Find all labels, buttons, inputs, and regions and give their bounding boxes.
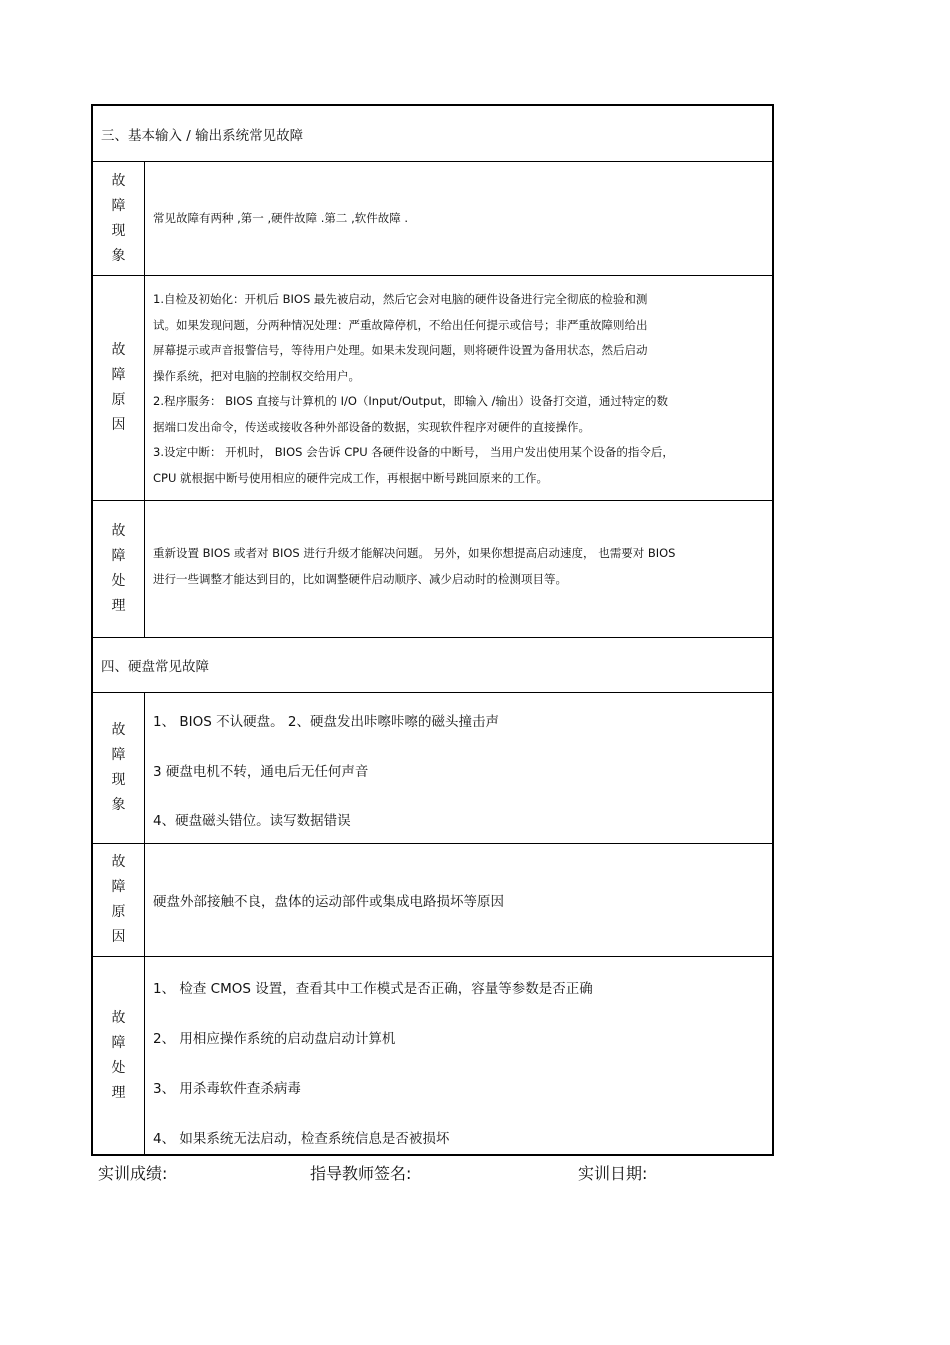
s4-fix-row xyxy=(93,957,772,1154)
s3-cause-row xyxy=(93,276,772,501)
label-char: 故 xyxy=(111,523,126,539)
s4-fix-label xyxy=(93,957,145,1154)
s4-symptom-label xyxy=(93,693,145,843)
label-char: 障 xyxy=(111,548,126,564)
text-line: 进行一些调整才能达到目的，比如调整硬件启动顺序、减少启动时的检测项目等。 xyxy=(153,571,567,586)
label-char: 理 xyxy=(111,598,126,614)
label-char: 现 xyxy=(111,222,126,239)
s4-symptom-content xyxy=(146,693,772,843)
section-4-title xyxy=(93,638,772,693)
label-char: 障 xyxy=(111,879,126,895)
fault-table xyxy=(91,104,774,1156)
label-char: 原 xyxy=(111,904,126,920)
text-line: 3 硬盘电机不转，通电后无任何声音 xyxy=(153,764,369,780)
label-char: 故 xyxy=(111,854,126,870)
s4-cause-row xyxy=(93,844,772,957)
s3-fix-row xyxy=(93,501,772,638)
label-char: 理 xyxy=(111,1084,126,1101)
label-char: 障 xyxy=(111,1034,126,1051)
label-char: 象 xyxy=(111,247,126,264)
text-line: 屏幕提示或声音报警信号，等待用户处理。如果未发现问题，则将硬件设置为备用状态，然后启动 xyxy=(153,343,648,357)
text-line: 据端口发出命令，传送或接收各种外部设备的数据，实现软件程序对硬件的直接操作。 xyxy=(153,419,590,434)
label-char: 故 xyxy=(111,1009,126,1026)
text-line: 2.程序服务： BIOS 直接与计算机的 I/O（Input/Output，即输入 /输出）设备打交道，通过特定的数 xyxy=(153,394,669,408)
label-char: 故 xyxy=(111,172,126,189)
s4-cause-label xyxy=(93,844,145,956)
s3-symptom-row xyxy=(93,162,772,276)
text-line: 1、 检查 CMOS 设置，查看其中工作模式是否正确，容量等参数是否正确 xyxy=(153,981,593,997)
label-char: 现 xyxy=(111,772,126,788)
s3-symptom-content xyxy=(146,162,772,275)
label-char: 因 xyxy=(111,929,126,945)
text-line: 常见故障有两种 ,第一 ,硬件故障 .第二 ,软件故障 . xyxy=(153,210,409,225)
text-line: 2、 用相应操作系统的启动盘启动计算机 xyxy=(153,1031,396,1047)
date-label: 实训日期: xyxy=(578,1164,648,1183)
s3-fix-label xyxy=(93,501,145,637)
label-char: 处 xyxy=(111,1059,126,1076)
s3-cause-label xyxy=(93,276,145,500)
text-line: 1、 BIOS 不认硬盘。 2、硬盘发出咔嚓咔嚓的磁头撞击声 xyxy=(153,714,499,730)
label-char: 处 xyxy=(111,573,126,589)
text-line: 1.自检及初始化：开机后 BIOS 最先被启动，然后它会对电脑的硬件设备进行完全彻底的检验和测 xyxy=(153,292,648,306)
text-line: 4、 如果系统无法启动，检查系统信息是否被损坏 xyxy=(153,1131,450,1147)
text-line: 4、硬盘磁头错位。读写数据错误 xyxy=(153,813,351,829)
text-line: 3.设定中断： 开机时， BIOS 会告诉 CPU 各硬件设备的中断号， 当用户发出使用某个设备的指令后， xyxy=(153,445,674,459)
text-line: 3、 用杀毒软件查杀病毒 xyxy=(153,1081,301,1097)
label-char: 障 xyxy=(111,747,126,763)
text-line: 操作系统，把对电脑的控制权交给用户。 xyxy=(153,368,360,383)
label-char: 因 xyxy=(111,417,126,433)
text-line: CPU 就根据中断号使用相应的硬件完成工作，再根据中断号跳回原来的工作。 xyxy=(153,470,549,485)
text-line: 硬盘外部接触不良，盘体的运动部件或集成电路损坏等原因 xyxy=(153,894,504,910)
label-char: 象 xyxy=(111,797,126,813)
label-char: 障 xyxy=(111,367,126,383)
s4-fix-content xyxy=(146,957,772,1154)
section-3-title-text: 三、基本输入 / 输出系统常见故障 xyxy=(101,127,304,144)
s3-fix-content xyxy=(146,501,772,637)
label-char: 故 xyxy=(111,342,126,358)
section-3-title xyxy=(93,106,772,162)
s3-symptom-label xyxy=(93,162,145,275)
section-4-title-text: 四、硬盘常见故障 xyxy=(101,659,209,675)
s3-cause-content xyxy=(146,276,772,500)
score-label: 实训成绩: xyxy=(98,1164,168,1183)
label-char: 障 xyxy=(111,197,126,214)
label-char: 原 xyxy=(111,392,126,408)
text-line: 重新设置 BIOS 或者对 BIOS 进行升级才能解决问题。 另外，如果你想提高启动速度， 也需要对 BIOS xyxy=(153,546,676,560)
label-char: 故 xyxy=(111,722,126,738)
s4-cause-content xyxy=(146,844,772,956)
s4-symptom-row xyxy=(93,693,772,844)
text-line: 试。如果发现问题，分两种情况处理：严重故障停机，不给出任何提示或信号；非严重故障则给出 xyxy=(153,317,648,332)
signature-footer xyxy=(0,1161,950,1185)
teacher-signature-label: 指导教师签名: xyxy=(310,1164,412,1183)
